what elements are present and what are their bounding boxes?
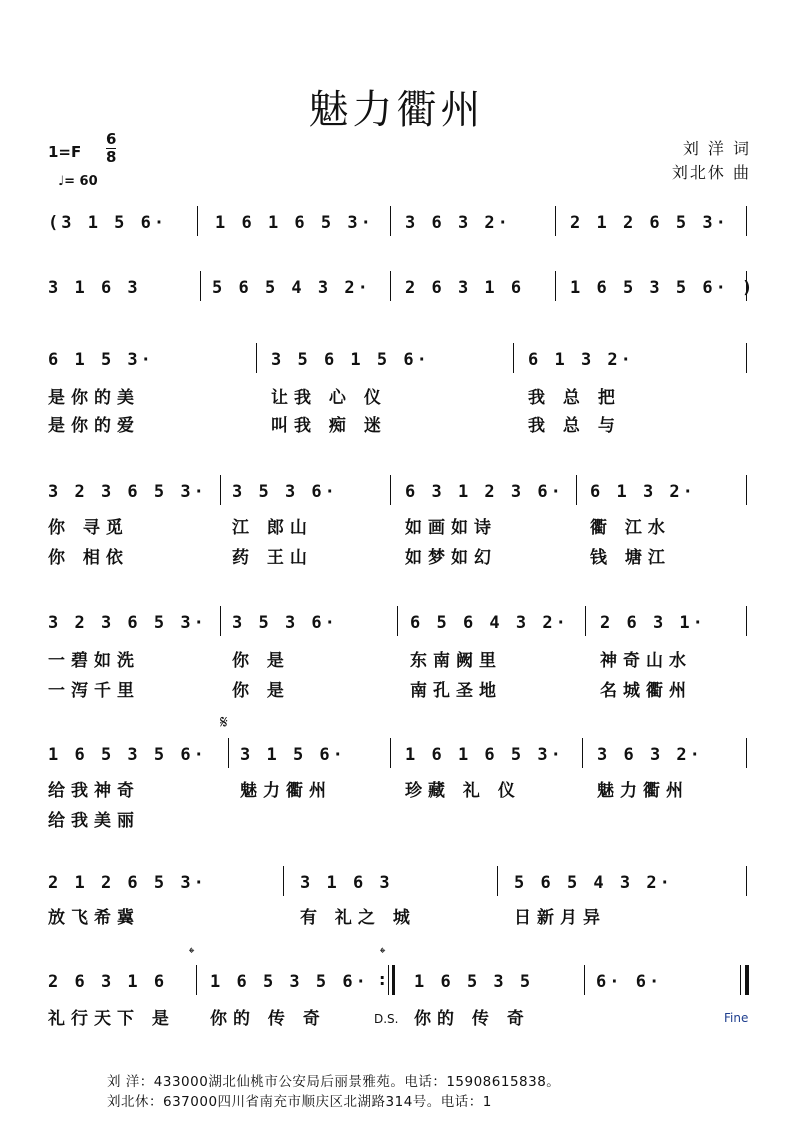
meter-bottom: 8 xyxy=(106,148,117,166)
row5-lyric2-m1: 一泻千里 xyxy=(48,681,140,701)
row4-measure2-notes: 3 5 3 6· xyxy=(232,482,338,502)
barline xyxy=(397,606,398,636)
row6-lyric1-m2: 魅力衢州 xyxy=(240,781,332,801)
row4-lyric2-m2: 药 王山 xyxy=(232,548,313,568)
barline xyxy=(497,866,498,896)
barline xyxy=(283,866,284,896)
row3-lyric1-m3: 我 总 把 xyxy=(528,388,621,408)
barline xyxy=(256,343,257,373)
row8-measure2-notes: 1 6 5 3 5 6· xyxy=(210,972,369,992)
ds-mark: D.S. xyxy=(374,1012,399,1026)
row1-measure1-notes: (3 1 5 6· xyxy=(48,213,168,233)
row4-measure3-notes: 6 3 1 2 3 6· xyxy=(405,482,564,502)
row4-measure4-notes: 6 1 3 2· xyxy=(590,482,696,502)
row4-measure1-notes: 3 2 3 6 5 3· xyxy=(48,482,207,502)
row4-lyric2-m3: 如梦如幻 xyxy=(405,548,497,568)
repeat-dots: : xyxy=(379,970,386,989)
row5-lyric1-m4: 神奇山水 xyxy=(600,651,692,671)
row5-measure4-notes: 2 6 3 1· xyxy=(600,613,706,633)
row8-lyric1-m3: 你的 传 奇 xyxy=(414,1009,530,1029)
coda-sign-repeat: 𝄌 xyxy=(380,944,386,962)
row7-measure3-notes: 5 6 5 4 3 2· xyxy=(514,873,673,893)
row6-lyric1-m4: 魅力衢州 xyxy=(597,781,689,801)
row6-measure4-notes: 3 6 3 2· xyxy=(597,745,703,765)
barline-double xyxy=(388,965,389,995)
row4-lyric2-m1: 你 相依 xyxy=(48,548,129,568)
row3-lyric2-m1: 是你的爱 xyxy=(48,416,140,436)
segno-sign: 𝄋 xyxy=(220,712,228,733)
row5-lyric1-m1: 一碧如洗 xyxy=(48,651,140,671)
row8-lyric1-m2: 你的 传 奇 xyxy=(210,1009,326,1029)
barline xyxy=(582,738,583,768)
row6-lyric2-m1: 给我美丽 xyxy=(48,811,140,831)
row8-measure4-notes: 6· 6· xyxy=(596,972,663,992)
barline xyxy=(200,271,201,301)
barline xyxy=(555,271,556,301)
row4-lyric1-m3: 如画如诗 xyxy=(405,518,497,538)
barline xyxy=(197,206,198,236)
row4-lyric1-m2: 江 郎山 xyxy=(232,518,313,538)
row4-lyric1-m1: 你 寻觅 xyxy=(48,518,129,538)
row3-measure1-notes: 6 1 5 3· xyxy=(48,350,154,370)
barline xyxy=(746,343,747,373)
row5-measure3-notes: 6 5 6 4 3 2· xyxy=(410,613,569,633)
lyricist-credit: 刘 洋 词 xyxy=(682,139,751,158)
barline xyxy=(390,738,391,768)
barline xyxy=(746,738,747,768)
key-signature: 1=F xyxy=(48,143,82,161)
row3-measure2-notes: 3 5 6 1 5 6· xyxy=(271,350,430,370)
row5-measure1-notes: 3 2 3 6 5 3· xyxy=(48,613,207,633)
row3-measure3-notes: 6 1 3 2· xyxy=(528,350,634,370)
barline xyxy=(220,475,221,505)
barline xyxy=(746,206,747,236)
barline xyxy=(390,271,391,301)
time-signature xyxy=(106,132,116,165)
row4-lyric1-m4: 衢 江水 xyxy=(590,518,671,538)
composer-credit: 刘北休 曲 xyxy=(671,163,751,182)
barline xyxy=(220,606,221,636)
row5-lyric1-m2: 你 是 xyxy=(232,651,290,671)
row7-lyric1-m2: 有 礼之 城 xyxy=(300,908,416,928)
row1-measure4-notes: 2 1 2 6 5 3· xyxy=(570,213,729,233)
row5-measure2-notes: 3 5 3 6· xyxy=(232,613,338,633)
row7-measure1-notes: 2 1 2 6 5 3· xyxy=(48,873,207,893)
row2-measure2-notes: 5 6 5 4 3 2· xyxy=(212,278,371,298)
row7-lyric1-m3: 日新月异 xyxy=(514,908,606,928)
row1-measure2-notes: 1 6 1 6 5 3· xyxy=(215,213,374,233)
final-barline-thick xyxy=(745,965,749,995)
meter-top: 6 xyxy=(106,130,117,148)
barline xyxy=(746,866,747,896)
footer-line-composer: 刘北休：637000四川省南充市顺庆区北湖路314号。电话：1 xyxy=(107,1094,492,1110)
row5-lyric1-m3: 东南阙里 xyxy=(410,651,502,671)
row4-lyric2-m4: 钱 塘江 xyxy=(590,548,671,568)
row2-measure3-notes: 2 6 3 1 6 xyxy=(405,278,525,298)
barline xyxy=(584,965,585,995)
row3-lyric2-m3: 我 总 与 xyxy=(528,416,621,436)
barline xyxy=(746,475,747,505)
barline xyxy=(555,206,556,236)
row8-measure3-notes: 1 6 5 3 5 xyxy=(414,972,534,992)
row2-measure4-notes: 1 6 5 3 5 6· ) xyxy=(570,278,756,298)
row5-lyric2-m2: 你 是 xyxy=(232,681,290,701)
row8-measure1-notes: 2 6 3 1 6 xyxy=(48,972,168,992)
final-barline-thin xyxy=(740,965,741,995)
row5-lyric2-m4: 名城衢州 xyxy=(600,681,692,701)
row1-measure3-notes: 3 6 3 2· xyxy=(405,213,511,233)
row2-measure1-notes: 3 1 6 3 xyxy=(48,278,141,298)
barline xyxy=(746,606,747,636)
row7-measure2-notes: 3 1 6 3 xyxy=(300,873,393,893)
song-title: 魅力衢州 xyxy=(308,87,485,133)
row3-lyric1-m2: 让我 心 仪 xyxy=(271,388,387,408)
row6-lyric1-m3: 珍藏 礼 仪 xyxy=(405,781,521,801)
barline xyxy=(513,343,514,373)
barline xyxy=(228,738,229,768)
barline-double-thick xyxy=(392,965,395,995)
row8-lyric1-m1: 礼行天下 是 xyxy=(48,1009,175,1029)
row7-lyric1-m1: 放飞希冀 xyxy=(48,908,140,928)
barline xyxy=(390,475,391,505)
barline xyxy=(585,606,586,636)
fine-mark: Fine xyxy=(724,1011,749,1025)
barline xyxy=(576,475,577,505)
coda-sign: 𝄌 xyxy=(189,944,195,962)
tempo-mark: ♩= 60 xyxy=(58,174,98,189)
row3-lyric2-m2: 叫我 痴 迷 xyxy=(271,416,387,436)
row3-lyric1-m1: 是你的美 xyxy=(48,388,140,408)
row6-measure2-notes: 3 1 5 6· xyxy=(240,745,346,765)
row6-lyric1-m1: 给我神奇 xyxy=(48,781,140,801)
row6-measure1-notes: 1 6 5 3 5 6· xyxy=(48,745,207,765)
row6-measure3-notes: 1 6 1 6 5 3· xyxy=(405,745,564,765)
barline xyxy=(390,206,391,236)
footer-line-lyricist: 刘 洋：433000湖北仙桃市公安局后丽景雅苑。电话：15908615838。 xyxy=(107,1074,561,1090)
barline xyxy=(746,271,747,301)
barline xyxy=(196,965,197,995)
row5-lyric2-m3: 南孔圣地 xyxy=(410,681,502,701)
